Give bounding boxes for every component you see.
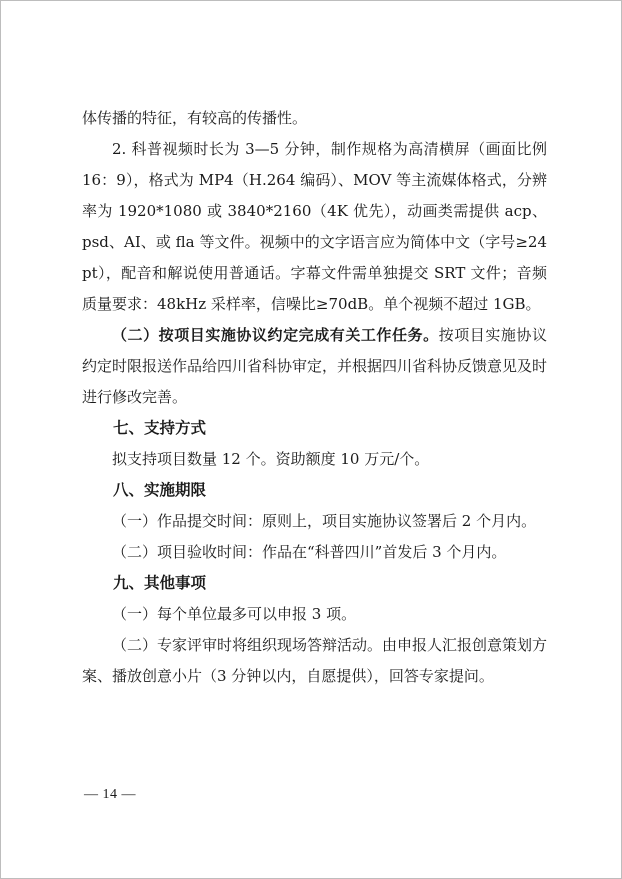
page-number: — 14 — <box>84 787 136 802</box>
section-heading-period: 八、实施期限 <box>113 481 207 499</box>
task-completion-lead: （二）按项目实施协议约定完成有关工作任务。 <box>112 326 439 344</box>
paragraph-submission-time: （一）作品提交时间：原则上，项目实施协议签署后 2 个月内。 <box>112 512 537 530</box>
paragraph-video-specs: 2. 科普视频时长为 3—5 分钟，制作规格为高清横屏（画面比例 16：9），格式为 MP4（H.264 编码）、MOV 等主流媒体格式，分辨率为 1920*1080 或 3840*2160（4K 优先），动画类需提供 acp、psd、AI、或 fla 等文件。视频中的文字语言应为简体中文（字号≥24pt），配音和解说使用普通话。字幕文件需单独提交 SRT 文件；音频质量要求：48kHz 采样率，信噪比≥70dB。单个视频不超过 1GB。 <box>82 140 547 313</box>
paragraph-task-completion <box>82 320 547 413</box>
section-heading-support: 七、支持方式 <box>113 419 207 437</box>
paragraph-acceptance-time: （二）项目验收时间：作品在“科普四川”首发后 3 个月内。 <box>112 543 507 561</box>
document-body <box>82 103 547 692</box>
paragraph-expert-review: （二）专家评审时将组织现场答辩活动。由申报人汇报创意策划方案、播放创意小片（3 分钟以内，自愿提供），回答专家提问。 <box>82 636 548 685</box>
paragraph-application-limit: （一）每个单位最多可以申报 3 项。 <box>112 605 357 623</box>
paragraph-continuation: 体传播的特征，有较高的传播性。 <box>82 109 308 127</box>
section-heading-other: 九、其他事项 <box>113 574 207 592</box>
task-completion-body: 按项目实施协议约定时限报送作品给四川省科协审定，并根据四川省科协反馈意见及时进行修改完善。 <box>82 326 548 406</box>
paragraph-support-amount: 拟支持项目数量 12 个。资助额度 10 万元/个。 <box>112 450 430 468</box>
